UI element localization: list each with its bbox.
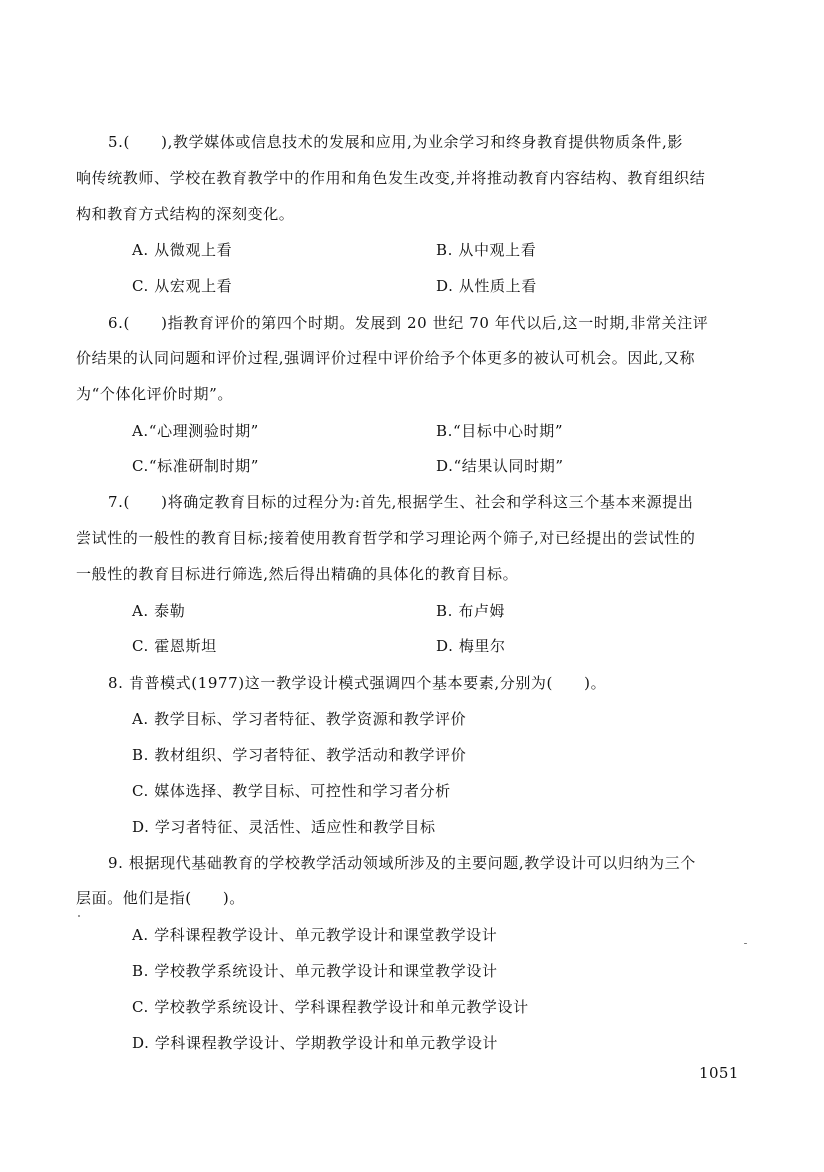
question-6-option-d: D.“结果认同时期”: [436, 457, 564, 475]
page-number: 1051: [699, 1064, 739, 1082]
question-5-option-c: C. 从宏观上看: [132, 277, 233, 295]
question-9-option-b: B. 学校教学系统设计、单元教学设计和课堂教学设计: [132, 962, 498, 980]
question-5-line-1: 5.( ),教学媒体或信息技术的发展和应用,为业余学习和终身教育提供物质条件,影: [108, 133, 683, 151]
question-8-option-b: B. 教材组织、学习者特征、教学活动和教学评价: [132, 746, 467, 764]
question-6-option-c: C.“标准研制时期”: [132, 457, 260, 475]
question-9-line-1: 9. 根据现代基础教育的学校教学活动领域所涉及的主要问题,教学设计可以归纳为三个: [108, 854, 696, 872]
question-7-option-d: D. 梅里尔: [436, 637, 506, 655]
question-9-option-c: C. 学校教学系统设计、学科课程教学设计和单元教学设计: [132, 998, 529, 1016]
question-5-option-b: B. 从中观上看: [436, 241, 537, 259]
question-8-option-c: C. 媒体选择、教学目标、可控性和学习者分析: [132, 782, 451, 800]
scan-speck: [78, 915, 80, 917]
question-5-option-a: A. 从微观上看: [132, 241, 233, 259]
question-8-line-1: 8. 肯普模式(1977)这一教学设计模式强调四个基本要素,分别为( )。: [108, 674, 607, 692]
question-5-line-3: 构和教育方式结构的深刻变化。: [76, 205, 295, 223]
question-6-line-2: 价结果的认同问题和评价过程,强调评价过程中评价给予个体更多的被认可机会。因此,又称: [76, 349, 696, 367]
question-9-line-2: 层面。他们是指( )。: [76, 889, 245, 907]
question-7-line-3: 一般性的教育目标进行筛选,然后得出精确的具体化的教育目标。: [76, 565, 519, 583]
question-8-option-d: D. 学习者特征、灵活性、适应性和教学目标: [132, 818, 436, 836]
question-7-line-2: 尝试性的一般性的教育目标;接着使用教育哲学和学习理论两个筛子,对已经提出的尝试性的: [76, 529, 696, 547]
question-5-line-2: 响传统教师、学校在教育教学中的作用和角色发生改变,并将推动教育内容结构、教育组织结: [76, 169, 706, 187]
question-7-line-1: 7.( )将确定教育目标的过程分为:首先,根据学生、社会和学科这三个基本来源提出: [108, 493, 694, 511]
question-6-option-b: B.“目标中心时期”: [436, 422, 564, 440]
question-6-option-a: A.“心理测验时期”: [132, 422, 259, 440]
question-6-line-3: 为“个体化评价时期”。: [76, 385, 233, 403]
question-9-option-d: D. 学科课程教学设计、学期教学设计和单元教学设计: [132, 1034, 499, 1052]
scan-speck: [744, 943, 747, 944]
question-7-option-a: A. 泰勒: [132, 602, 186, 620]
question-6-line-1: 6.( )指教育评价的第四个时期。发展到 20 世纪 70 年代以后,这一时期,非常关注评: [108, 314, 709, 332]
question-7-option-c: C. 霍恩斯坦: [132, 637, 217, 655]
question-5-option-d: D. 从性质上看: [436, 277, 537, 295]
question-8-option-a: A. 教学目标、学习者特征、教学资源和教学评价: [132, 710, 467, 728]
question-9-option-a: A. 学科课程教学设计、单元教学设计和课堂教学设计: [132, 926, 498, 944]
question-7-option-b: B. 布卢姆: [436, 602, 506, 620]
